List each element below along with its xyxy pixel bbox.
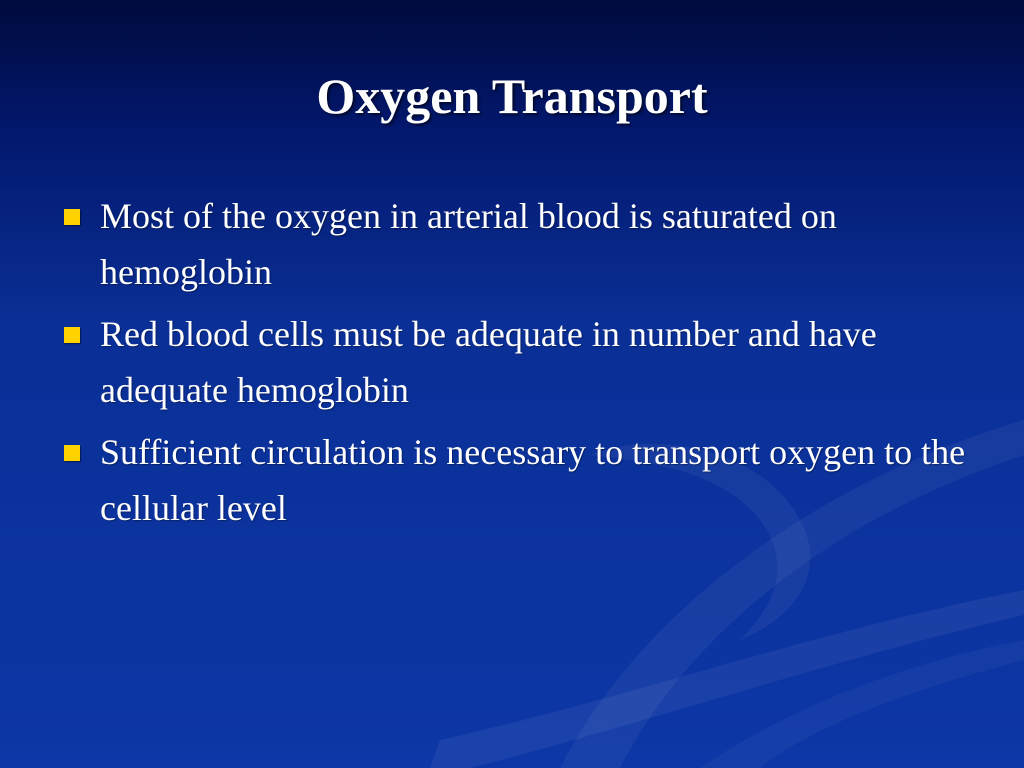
square-bullet-icon [64, 445, 80, 461]
square-bullet-icon [64, 209, 80, 225]
bullet-item-circulation [62, 424, 972, 536]
square-bullet-icon [64, 327, 80, 343]
slide-title: Oxygen Transport [316, 68, 708, 124]
bullet-text: Sufficient circulation is necessary to transport oxygen to the cellular level [100, 432, 966, 528]
bullet-item-oxygen-saturation [62, 188, 972, 300]
bullet-item-red-blood-cells [62, 306, 972, 418]
bullet-text: Red blood cells must be adequate in number and have adequate hemoglobin [100, 314, 877, 410]
bullet-list [62, 188, 972, 542]
bullet-text: Most of the oxygen in arterial blood is saturated on hemoglobin [100, 196, 837, 292]
